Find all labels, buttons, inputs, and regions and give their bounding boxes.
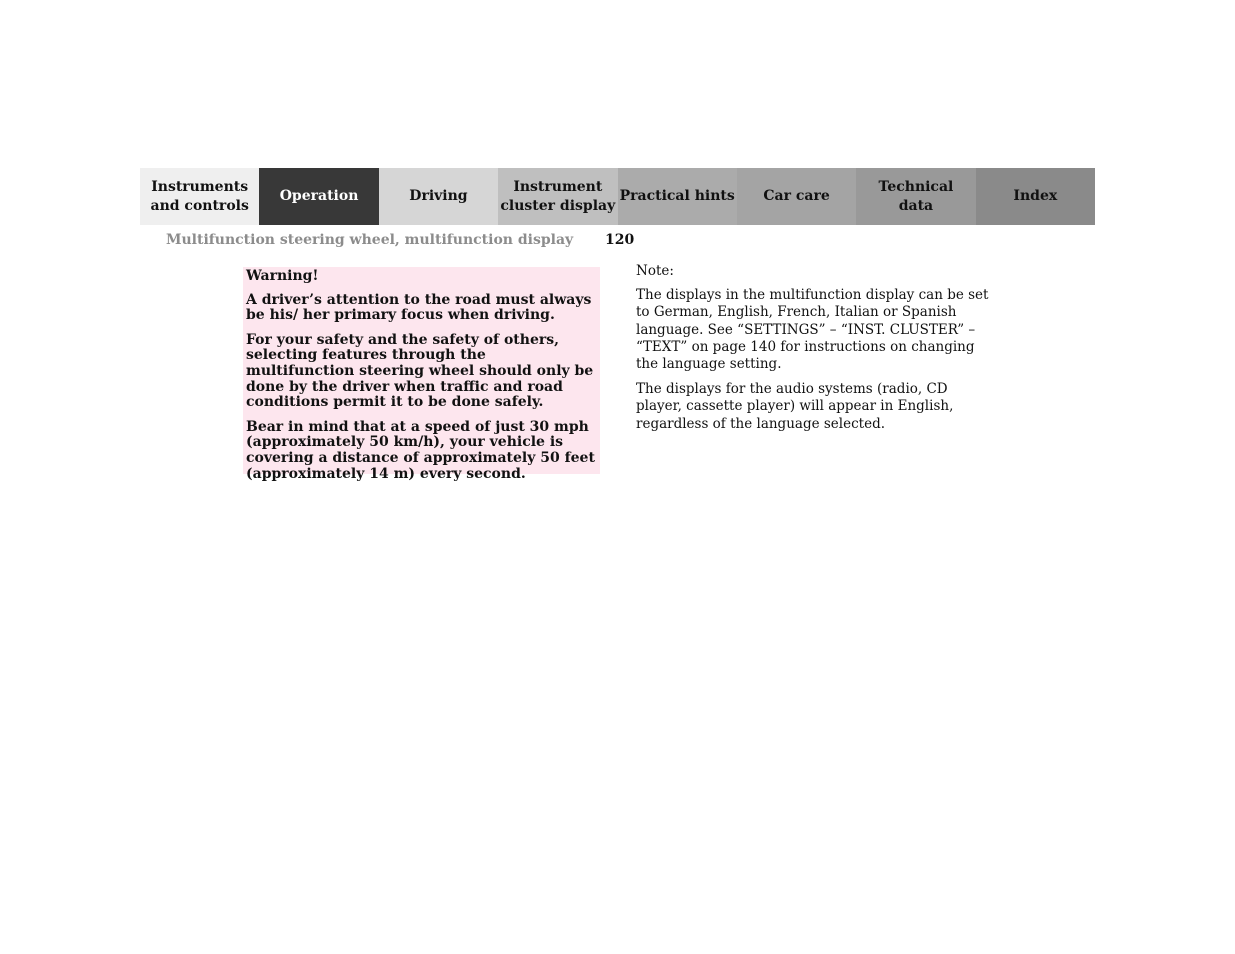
chapter-nav <box>140 168 1095 225</box>
tab-car-care[interactable]: Car care <box>737 168 856 225</box>
tab-practical-hints[interactable]: Practical hints <box>618 168 737 225</box>
warning-paragraph: Bear in mind that at a speed of just 30 mph (approximately 50 km/h), your vehicle is covering a distance of approximately 50 feet (approximately 14 m) every second. <box>246 418 595 482</box>
tab-technical-data[interactable]: Technical data <box>856 168 975 225</box>
tab-instrument-cluster-display[interactable]: Instrument cluster display <box>498 168 617 225</box>
section-title: Multifunction steering wheel, multifunction display <box>166 232 574 248</box>
page-number: 120 <box>605 232 635 248</box>
note-label: Note: <box>636 263 674 279</box>
warning-paragraph: A driver’s attention to the road must always be his/ her primary focus when driving. <box>246 291 592 324</box>
tab-instruments-and-controls[interactable]: Instruments and controls <box>140 168 259 225</box>
tab-driving[interactable]: Driving <box>379 168 498 225</box>
note-paragraph: The displays in the multifunction display can be set to German, English, French, Italian or Spanish language. See “SETTINGS” – “INST. CLUSTER” – “TEXT” on page 140 for instructions on changing the language setting. <box>636 287 989 373</box>
note-block <box>636 263 996 441</box>
warning-title: Warning! <box>246 268 319 284</box>
note-paragraph: The displays for the audio systems (radio, CD player, cassette player) will appear in English, regardless of the language selected. <box>636 381 954 432</box>
tab-index[interactable]: Index <box>976 168 1095 225</box>
warning-paragraph: For your safety and the safety of others, selecting features through the multifunction steering wheel should only be done by the driver when traffic and road conditions permit it to be done safely. <box>246 331 594 411</box>
tab-operation[interactable]: Operation <box>259 168 378 225</box>
warning-box <box>243 267 600 482</box>
